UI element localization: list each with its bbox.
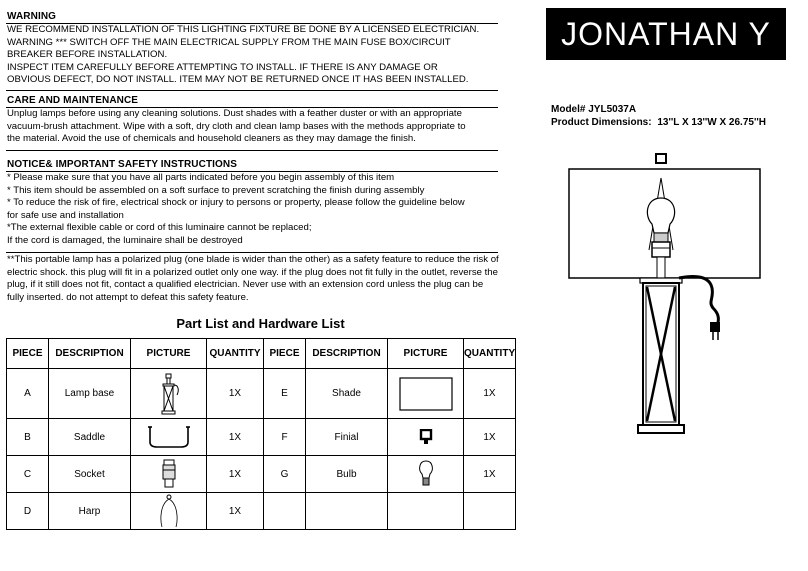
care-heading: CARE AND MAINTENANCE — [7, 95, 139, 106]
warning-line: OBVIOUS DEFECT, DO NOT INSTALL. ITEM MAY NOT BE RETURNED ONCE IT HAS BEEN INSTALLED. — [7, 74, 469, 86]
dimensions-label: Product Dimensions: — [551, 117, 652, 128]
picture-cell — [131, 456, 207, 493]
plug-icon — [710, 322, 720, 332]
dimensions-value: 13''L X 13''W X 26.75''H — [657, 117, 766, 128]
lamp-illustration — [560, 150, 770, 440]
safety-line: * Please make sure that you have all parts indicated before you begin assembly of this item — [7, 172, 395, 183]
piece-cell: D — [7, 493, 49, 530]
warning-line: WE RECOMMEND INSTALLATION OF THIS LIGHTING FIXTURE BE DONE BY A LICENSED ELECTRICIAN. — [7, 24, 480, 35]
quantity-cell: 1X — [464, 369, 516, 419]
safety-line: * To reduce the risk of fire, electrical shock or injury to persons or property, please follow the guideline below — [7, 197, 465, 209]
description-cell: Finial — [306, 419, 388, 456]
piece-cell: C — [7, 456, 49, 493]
quantity-cell: 1X — [464, 419, 516, 456]
column-header: PICTURE — [388, 339, 464, 369]
picture-cell — [131, 369, 207, 419]
plug-line: **This portable lamp has a polarized plug (one blade is wider than the other) as a safety feature to reduce the risk of — [7, 254, 499, 265]
safety-heading: NOTICE& IMPORTANT SAFETY INSTRUCTIONS — [7, 159, 237, 170]
picture-cell — [388, 456, 464, 493]
picture-cell — [388, 369, 464, 419]
table-row — [7, 369, 516, 419]
safety-body — [7, 172, 465, 248]
finial-icon — [656, 154, 666, 163]
quantity-cell: 1X — [207, 369, 264, 419]
description-cell: Shade — [306, 369, 388, 419]
shade-icon — [399, 377, 453, 411]
column-header: DESCRIPTION — [306, 339, 388, 369]
table-row — [7, 493, 516, 530]
description-cell: Lamp base — [49, 369, 131, 419]
description-cell — [306, 493, 388, 530]
quantity-cell: 1X — [207, 419, 264, 456]
divider — [6, 252, 498, 253]
model-number: JYL5037A — [588, 104, 637, 115]
safety-line: for safe use and installation — [7, 209, 124, 221]
parts-title: Part List and Hardware List — [176, 316, 345, 331]
socket-icon — [652, 242, 670, 257]
description-cell: Bulb — [306, 456, 388, 493]
column-header: DESCRIPTION — [49, 339, 131, 369]
table-row — [7, 419, 516, 456]
brand-logo: JONATHAN Y — [546, 8, 786, 60]
warning-body — [7, 24, 479, 87]
socket-icon — [161, 459, 177, 489]
picture-cell — [131, 419, 207, 456]
model-row — [551, 104, 636, 115]
piece-cell: A — [7, 369, 49, 419]
table-header-row — [7, 339, 516, 369]
finial-icon — [419, 429, 433, 445]
safety-line: If the cord is damaged, the luminaire shall be destroyed — [7, 234, 243, 246]
piece-cell: F — [264, 419, 306, 456]
picture-cell — [388, 419, 464, 456]
safety-line: * This item should be assembled on a soft surface to prevent scratching the finish during assembly — [7, 184, 425, 196]
plug-line: electric shock. this plug will fit in a polarized outlet only one way. if the plug does not fit fully in the outlet, reverse the — [7, 266, 498, 278]
plug-notice — [7, 254, 499, 304]
picture-cell — [131, 493, 207, 530]
picture-cell — [388, 493, 464, 530]
quantity-cell: 1X — [464, 456, 516, 493]
quantity-cell — [464, 493, 516, 530]
bulb-icon — [418, 460, 434, 488]
description-cell: Saddle — [49, 419, 131, 456]
column-header: QUANTITY — [207, 339, 264, 369]
model-label: Model# — [551, 104, 586, 115]
warning-line: INSPECT ITEM CAREFULLY BEFORE ATTEMPTING TO INSTALL. IF THERE IS ANY DAMAGE OR — [7, 61, 438, 73]
care-line: Unplug lamps before using any cleaning solutions. Dust shades with a feather duster or with an appropriate — [7, 108, 462, 119]
care-line: vacuum-brush attachment. Wipe with a soft, dry cloth and clean lamp bases with the methods appropriate to — [7, 120, 466, 132]
plug-line: plug, if it still does not fit, contact a qualified electrician. Never use with an extension cord unless the plug can be — [7, 279, 484, 291]
piece-cell: B — [7, 419, 49, 456]
care-body — [7, 108, 466, 146]
piece-cell: G — [264, 456, 306, 493]
dimensions-row — [551, 117, 766, 128]
piece-cell: E — [264, 369, 306, 419]
harp-icon — [158, 494, 180, 528]
lamp-base-icon — [157, 373, 181, 415]
care-line: the material. Avoid the use of chemicals and household cleaners as they may damage the finish. — [7, 133, 416, 145]
warning-line: BREAKER BEFORE INSTALLATION. — [7, 49, 168, 61]
description-cell: Harp — [49, 493, 131, 530]
plug-line: fully inserted. do not attempt to defeat this safety feature. — [7, 291, 249, 303]
column-header: PIECE — [7, 339, 49, 369]
table-row — [7, 456, 516, 493]
quantity-cell: 1X — [207, 456, 264, 493]
column-header: QUANTITY — [464, 339, 516, 369]
parts-table — [6, 338, 516, 530]
warning-line: WARNING *** SWITCH OFF THE MAIN ELECTRICAL SUPPLY FROM THE MAIN FUSE BOX/CIRCUIT — [7, 36, 451, 48]
saddle-icon — [147, 424, 191, 450]
column-header: PICTURE — [131, 339, 207, 369]
safety-line: *The external flexible cable or cord of this luminaire cannot be replaced; — [7, 222, 312, 234]
piece-cell — [264, 493, 306, 530]
column-header: PIECE — [264, 339, 306, 369]
quantity-cell: 1X — [207, 493, 264, 530]
description-cell: Socket — [49, 456, 131, 493]
divider — [6, 90, 498, 91]
divider — [6, 150, 498, 151]
warning-heading: WARNING — [7, 11, 57, 22]
